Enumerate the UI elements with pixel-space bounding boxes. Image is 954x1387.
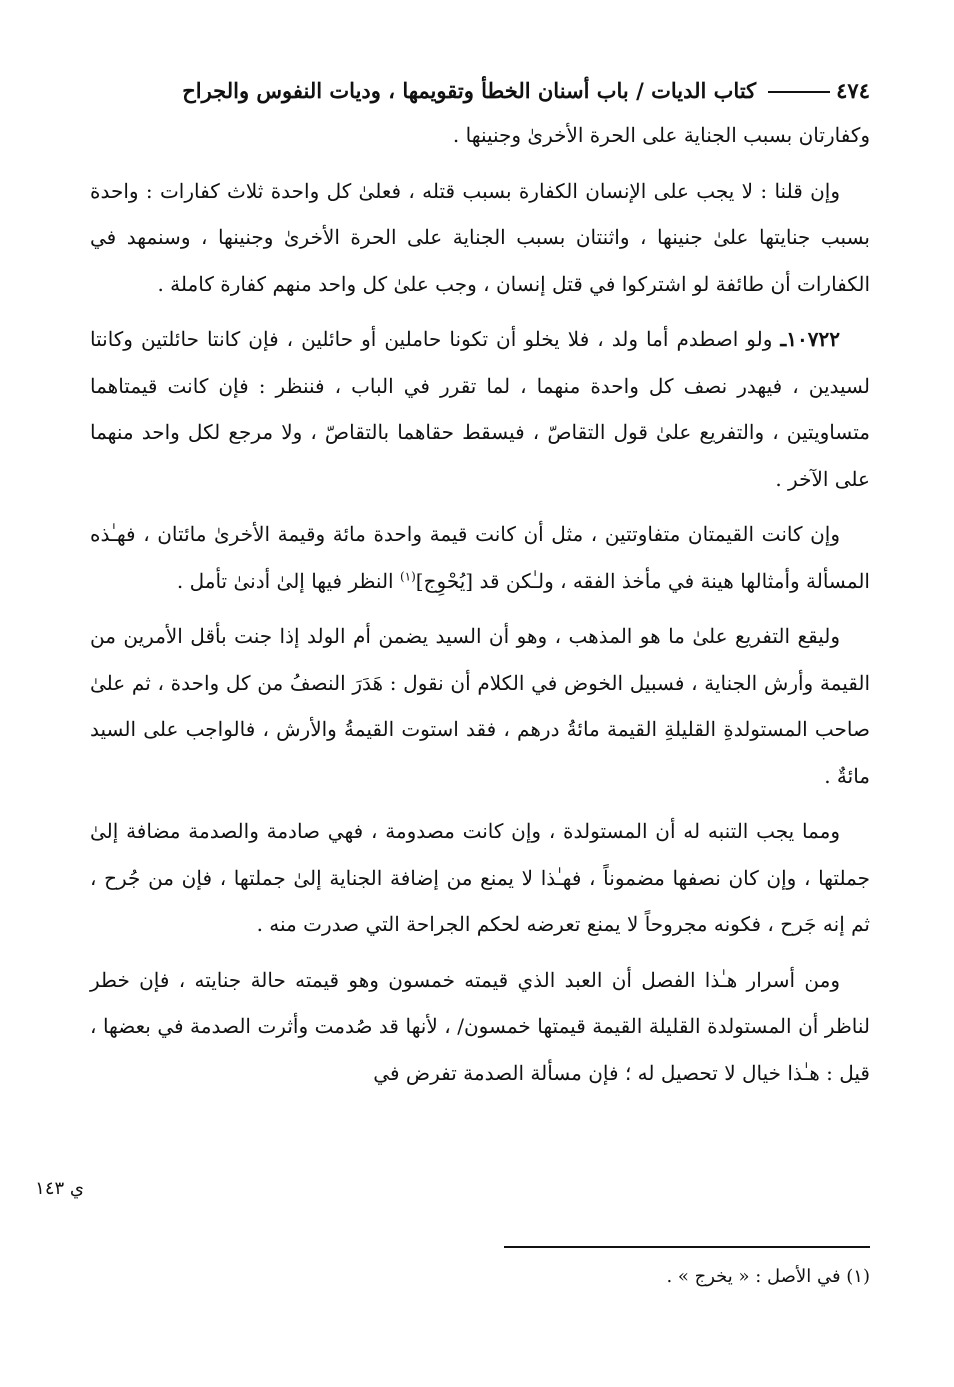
paragraph-number: ١٠٧٢٢ـ [780,327,840,351]
body-text [90,112,870,1096]
footnote: (١) في الأصل : « يخرج » . [666,1266,870,1287]
paragraph-continuation: وكفارتان بسبب الجناية على الحرة الأخرىٰ وجنينها . [452,123,870,147]
paragraph-text: وإن كانت القيمتان متفاوتتين ، مثل أن كانت قيمة واحدة مائة وقيمة الأخرىٰ مائتان ، فهـٰذه المسألة وأمثالها هينة في مأخذ الفقه ، ولـٰكن قد [يُحْوِج] [90,522,870,593]
header-rule [768,91,830,93]
paragraph: وإن قلنا : لا يجب على الإنسان الكفارة بسبب قتله ، فعلىٰ كل واحدة ثلاث كفارات : واحدة بسبب جنايتها علىٰ جنينها ، واثنتان بسبب الجناية على الحرة الأخرىٰ وجنينها ، وسنمهد في الكفارات أن طائفة لو اشتركوا في قتل إنسان ، وجب علىٰ كل واحد منهم كفارة كاملة . [90,178,870,296]
footnote-rule [504,1246,870,1248]
running-title: كتاب الديات / باب أسنان الخطأ وتقويمها ، وديات النفوس والجراح [182,77,757,103]
paragraph: ومن أسرار هـٰذا الفصل أن العبد الذي قيمته خمسون وهو قيمته حالة جنايته ، فإن خطر لناظر أن المستولدة القليلة القيمة قيمتها خمسون/ ، لأنها قد صُدمت وأثرت الصدمة في بعضها ، قيل : هـٰذا خيال لا تحصيل له ؛ فإن مسألة الصدمة تفرض في [90,967,870,1085]
page-number: ٤٧٤ [836,77,870,103]
paragraph: ومما يجب التنبه له أن المستولدة ، وإن كانت مصدومة ، فهي صادمة والصدمة مضافة إلىٰ جملتها ، وإن كان نصفها مضموناً ، فهـٰذا لا يمنع من إضافة الجناية إلىٰ جملتها ، فإن من جُرح ، ثم إنه جَرح ، فكونه مجروحاً لا يمنع تعرضه لحكم الجراحة التي صدرت منه . [90,819,870,936]
numbered-paragraph [90,316,870,502]
running-header [90,68,870,112]
paragraph-text: ولو اصطدم أما ولد ، فلا يخلو أن تكونا حاملين أو حائلين ، فإن كانتا حائلتين وكانتا لسيدين ، فيهدر نصف كل واحدة منهما ، لما تقرر في الباب ، فننظر : فإن كانت قيمتاهما متساويتين ، والتفريع علىٰ قول التقاصّ ، فيسقط حقاهما بالتقاصّ ، ولا مرجع لكل واحد منهما على الآخر . [90,327,870,491]
manuscript-margin-note: ي ١٤٣ [35,1178,84,1199]
paragraph-text: النظر فيها إلىٰ أدنىٰ تأمل . [176,568,400,593]
paragraph: وليقع التفريع علىٰ ما هو المذهب ، وهو أن السيد يضمن أم الولد إذا جنت بأقل الأمرين من القيمة وأرش الجناية ، فسبيل الخوض في الكلام أن نقول : هَدَرَ النصفُ من كل واحدة ، ثم علىٰ صاحب المستولدةِ القليلةِ القيمة مائةُ درهم ، فقد استوت القيمةُ والأرش ، فالواجب على السيد مائةٌ . [90,624,870,788]
paragraph [90,511,870,604]
footnote-reference: (١) [399,568,416,583]
document-page [35,68,870,1368]
